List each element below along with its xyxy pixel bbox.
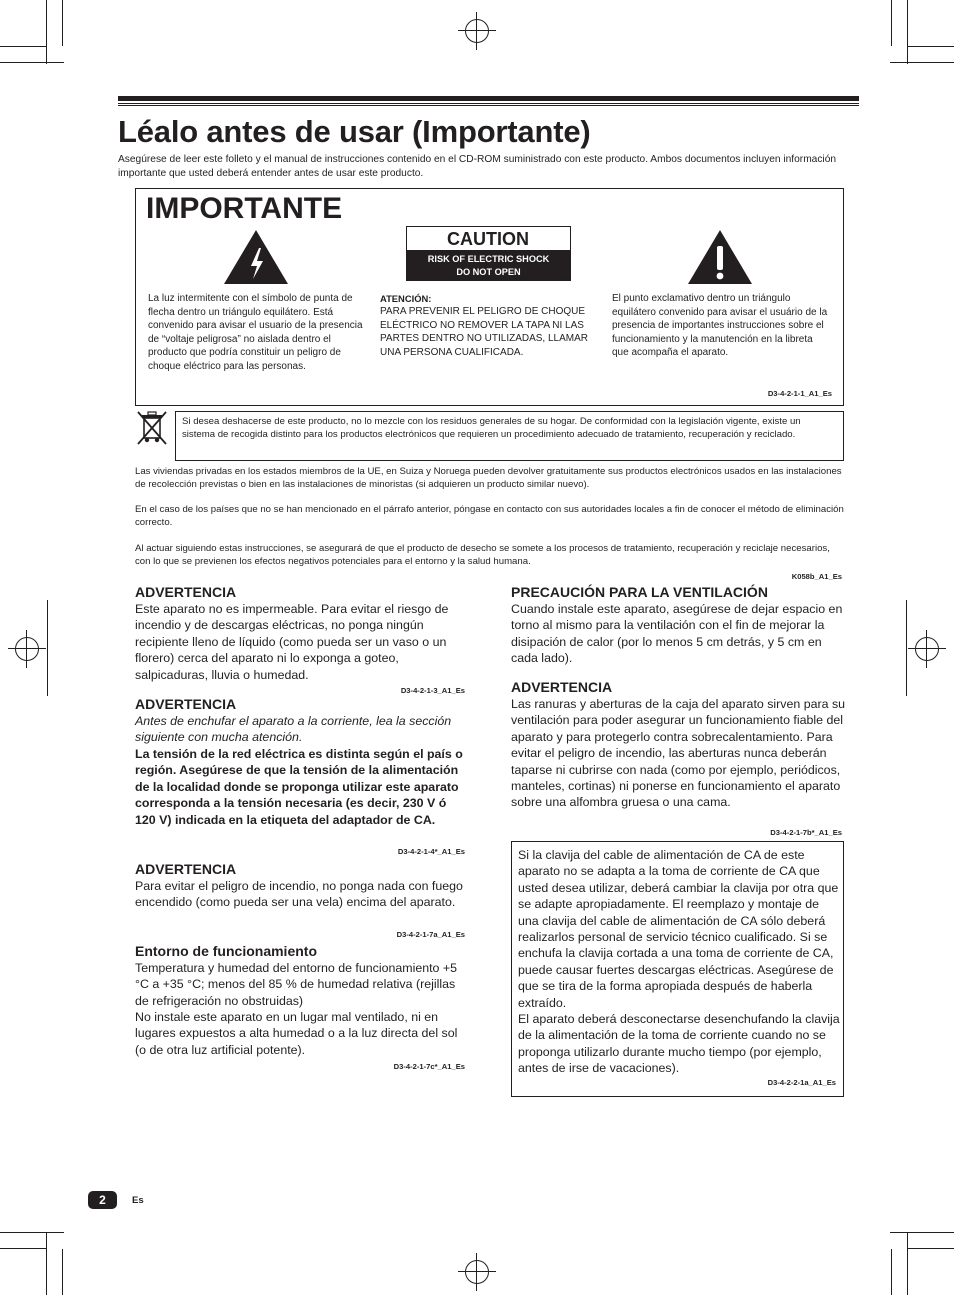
crop-mark [908,1248,954,1249]
crop-mark [891,0,892,46]
weee-paragraph-2: En el caso de los países que no se han mencionado en el párrafo anterior, póngase en contacto con sus autoridades locales a fin de conocer el método de eliminación correcto. [135,504,844,528]
section-bold-text: La tensión de la red eléctrica es distinta según el país o región. Asegúrese de que la tensión de la alimentación de la localidad donde se proponga utilizar este aparato corresponda a la tensión necesaria (es decir, 230 V ó 120 V) indicada en la etiqueta del adaptador de CA. [135,747,463,827]
section-body: Este aparato no es impermeable. Para evitar el riesgo de incendio y de descargas eléctricas, no ponga ningún recipiente lleno de líquido (como pueda ser un vaso o un florero) cerca del aparato ni lo exponga a goteo, salpicaduras, lluvia o humedad. [135,602,449,682]
crop-mark [0,62,64,63]
crop-mark [0,1232,64,1233]
atencion-text: PARA PREVENIR EL PELIGRO DE CHOQUE ELÉCTRICO NO REMOVER LA TAPA NI LAS PARTES DENTRO NO UTILIZADAS, LLAMAR UNA PERSONA CUALIFICADA. [380,306,589,358]
crop-mark [47,600,48,696]
weee-paragraph-1: Las viviendas privadas en los estados miembros de la UE, en Suiza y Noruega pueden devolver gratuitamente sus productos electrónicos usados en las instalaciones de recolección previstas o bien en las instalaciones de minoristas (si adquieren un producto similar nuevo). [135,466,842,490]
section-heading: ADVERTENCIA [135,861,237,877]
caution-subtitle [407,250,570,280]
importante-heading: IMPORTANTE [146,192,343,225]
ac-plug-text-1: Si la clavija del cable de alimentación de CA de este aparato no se adapta a la toma de corriente de CA que usted desea utilizar, deberá cambiar la clavija por otra que se adapte apropiadamente. El reemplazo y montaje de una clavija del cable de alimentación de CA sólo deberá realizarlos personal de servicio técnico cualificado. Si se enchufa la clavija cortada a una toma de corriente de CA, puede causar fuertes descargas eléctricas. Asegúrese de que se tira de la forma apropiada después de haberla extraído. [518,848,839,1010]
page-number: 2 [88,1191,117,1209]
section-body: Temperatura y humedad del entorno de funcionamiento +5 °C a +35 °C; menos del 85 % de humedad relativa (rejillas de refrigeración no obstruidas) [135,961,458,1008]
registration-mark [8,630,46,668]
registration-mark [908,630,946,668]
caution-sub-line2: DO NOT OPEN [456,267,521,277]
crop-mark [890,1232,954,1233]
caution-sub-line1: RISK OF ELECTRIC SHOCK [427,254,550,264]
section-heading: ADVERTENCIA [511,679,613,695]
crop-mark [908,46,954,47]
crop-mark [906,600,907,696]
section-italic-note: Antes de enchufar el aparato a la corriente, lea la sección siguiente con mucha atención. [135,714,452,745]
crop-mark [46,0,47,64]
section-code: D3-4-2-1-4*_A1_Es [397,847,465,856]
caution-label [406,226,571,281]
crop-mark [891,1249,892,1295]
importante-code: D3-4-2-1-1_A1_Es [767,389,832,398]
intro-text: Asegúrese de leer este folleto y el manual de instrucciones contenido en el CD-ROM suministrado con este producto. Ambos documentos incluyen información importante que usted deberá entender antes de usar este producto. [118,154,837,179]
crop-mark [0,46,46,47]
weee-code: K058b_A1_Es [791,572,842,581]
crop-mark [62,0,63,46]
lightning-warning-icon [222,228,290,286]
section-code: D3-4-2-1-7a_A1_Es [396,930,465,939]
crop-mark [907,1232,908,1295]
registration-mark [458,12,496,50]
crop-mark [0,1248,46,1249]
section-body: Cuando instale este aparato, asegúrese de dejar espacio en torno al mismo para la ventilación con el fin de mejorar la disipación de calor (por lo menos 5 cm detrás, y 5 cm en cada lado). [511,602,843,666]
language-code: Es [132,1195,144,1206]
atencion-label: ATENCIÓN: [380,293,432,304]
section-heading: PRECAUCIÓN PARA LA VENTILACIÓN [511,584,768,600]
section-code: D3-4-2-1-7c*_A1_Es [393,1062,465,1071]
crossed-bin-icon [135,410,169,446]
ac-plug-code: D3-4-2-2-1a_A1_Es [767,1078,836,1087]
registration-mark [458,1253,496,1291]
section-heading: ADVERTENCIA [135,696,237,712]
crop-mark [890,62,954,63]
weee-paragraph-3: Al actuar siguiendo estas instrucciones, se asegurará de que el producto de desecho se somete a los procesos de tratamiento, recuperación y reciclaje necesarios, con lo que se previenen los efectos negativos potenciales para el entorno y la salud humana. [135,543,830,567]
crop-mark [46,1232,47,1295]
caution-title: CAUTION [447,229,529,249]
crop-mark [907,0,908,64]
section-body: Para evitar el peligro de incendio, no ponga nada con fuego encendido (como pueda ser una vela) encima del aparato. [135,879,463,910]
section-heading: ADVERTENCIA [135,584,237,600]
exclamation-warning-icon [686,228,754,286]
crop-mark [62,1249,63,1295]
exclamation-description: El punto exclamativo dentro un triángulo equilátero convenido para avisar el usuário de la presencia de importantes instrucciones sobre el funcionamiento y la manutención en la libreta que acompaña el aparato. [612,293,828,359]
weee-box-text: Si desea deshacerse de este producto, no lo mezcle con los residuos generales de su hogar. De conformidad con la legislación vigente, existe un sistema de recogida distinto para los productos electrónicos que requieren un procedimiento adecuado de tratamiento, recuperación y reciclado. [182,416,801,440]
section-body: Las ranuras y aberturas de la caja del aparato sirven para su ventilación para poder asegurar un funcionamiento fiable del aparato y para protegerlo contra sobrecalentamiento. Para evitar el peligro de incendio, las aberturas nunca deberán taparse ni cubrirse con nada (como por ejemplo, periódicos, manteles, cortinas) ni ponerse en funcionamiento el aparato sobre una alfombra gruesa o una cama. [511,697,846,810]
lightning-description: La luz intermitente con el símbolo de punta de flecha dentro un triángulo equilátero. Está convenido para avisar el usuario de la presencia de “voltaje peligrosa” no aislada dentro el producto que podría constituir un peligro de choque eléctrico para las personas. [148,293,363,372]
section-code: D3-4-2-1-7b*_A1_Es [770,828,842,837]
page-title: Léalo antes de usar (Importante) [118,114,591,149]
ac-plug-text-2: El aparato deberá desconectarse desenchufando la clavija de la alimentación de la toma de corriente cuando no se proponga utilizarlo durante mucho tiempo (por ejemplo, antes de irse de vacaciones). [518,1012,840,1076]
section-heading: Entorno de funcionamiento [135,943,317,959]
section-code: D3-4-2-1-3_A1_Es [400,686,465,695]
title-rule [118,96,859,107]
section-body: No instale este aparato en un lugar mal ventilado, ni en lugares expuestos a alta humedad o a la luz directa del sol (o de otra luz artificial potente). [135,1010,458,1057]
